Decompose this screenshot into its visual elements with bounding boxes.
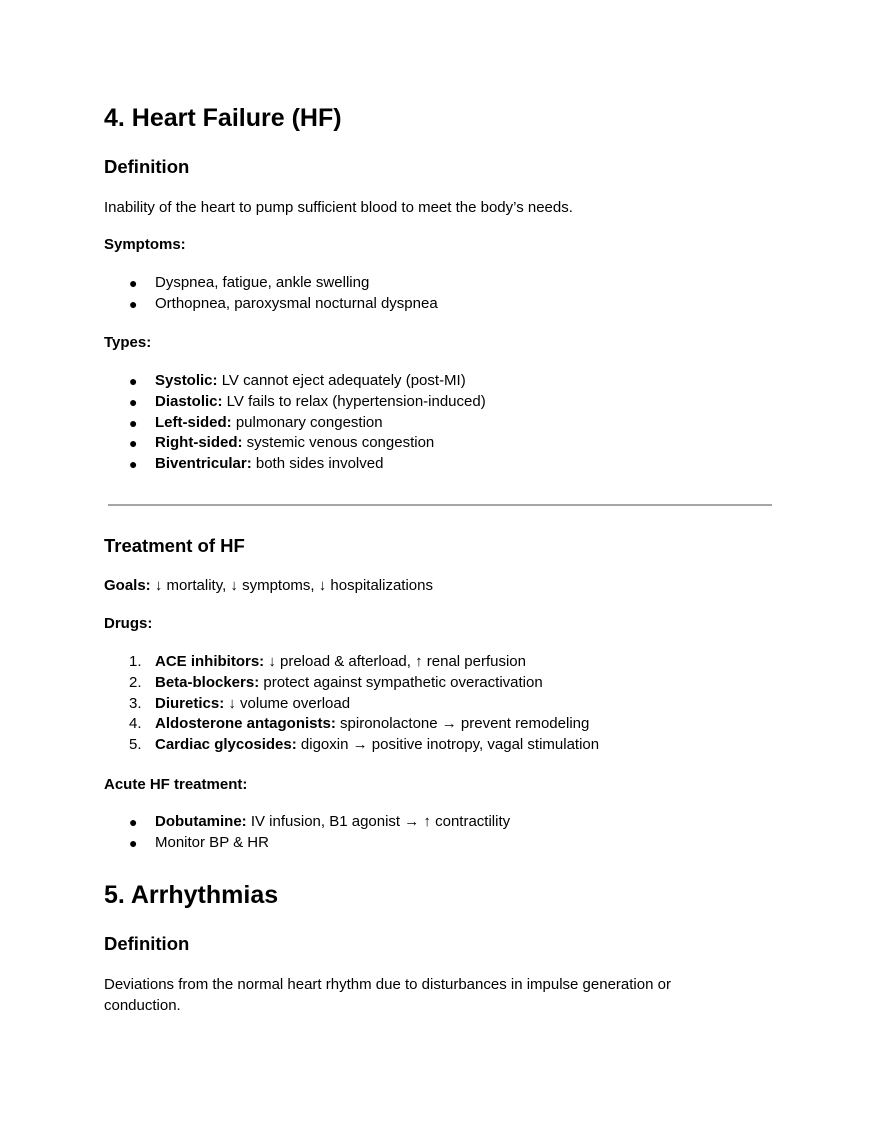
list-item: ● Dobutamine: IV infusion, B1 agonist → ↑ contractility xyxy=(104,812,510,833)
symptoms-label: Symptoms: xyxy=(104,236,186,253)
drugs-list xyxy=(104,652,599,756)
bullet-icon: ● xyxy=(129,834,138,851)
list-item: ● Orthopnea, paroxysmal nocturnal dyspnea xyxy=(104,294,438,315)
types-label: Types: xyxy=(104,334,152,351)
list-item: ● Diastolic: LV fails to relax (hypertension-induced) xyxy=(104,392,486,413)
list-item: 4. Aldosterone antagonists: spironolactone → prevent remodeling xyxy=(129,715,590,733)
horizontal-divider xyxy=(108,504,772,506)
types-list xyxy=(104,371,486,475)
list-item: ● Left-sided: pulmonary congestion xyxy=(104,413,486,434)
list-item: 5. Cardiac glycosides: digoxin → positive inotropy, vagal stimulation xyxy=(129,736,600,754)
bullet-icon: ● xyxy=(129,295,138,312)
goals-label: Goals: xyxy=(104,577,151,594)
acute-label: Acute HF treatment: xyxy=(104,776,248,793)
arrhythmia-definition-heading: Definition xyxy=(104,933,190,954)
bullet-icon: ● xyxy=(129,414,138,431)
list-item: ● Right-sided: systemic venous congestion xyxy=(104,433,486,454)
list-item: ● Systolic: LV cannot eject adequately (post-MI) xyxy=(104,371,486,392)
list-item: 2. Beta-blockers: protect against sympathetic overactivation xyxy=(129,673,543,691)
symptoms-list xyxy=(104,273,438,315)
list-item: 3. Diuretics: ↓ volume overload xyxy=(129,694,351,712)
bullet-icon: ● xyxy=(129,814,138,830)
bullet-icon: ● xyxy=(129,393,138,410)
bullet-icon: ● xyxy=(129,275,138,291)
goals-text: ↓ mortality, ↓ symptoms, ↓ hospitalizations xyxy=(150,577,433,594)
list-item: 1. ACE inhibitors: ↓ preload & afterload, ↑ renal perfusion xyxy=(129,653,526,670)
acute-list xyxy=(104,812,510,854)
bullet-icon: ● xyxy=(129,373,138,389)
list-item: ● Dyspnea, fatigue, ankle swelling xyxy=(104,273,438,294)
section-4-title: 4. Heart Failure (HF) xyxy=(104,104,342,132)
list-item: ● Monitor BP & HR xyxy=(104,833,510,854)
list-item: ● Biventricular: both sides involved xyxy=(104,454,486,475)
hf-definition-heading: Definition xyxy=(104,156,190,177)
hf-definition-text: Inability of the heart to pump sufficient blood to meet the body’s needs. xyxy=(104,199,573,216)
drugs-label: Drugs: xyxy=(104,615,153,632)
arrhythmia-definition-text: Deviations from the normal heart rhythm due to disturbances in impulse generation or conduction. xyxy=(104,976,671,1014)
treatment-heading: Treatment of HF xyxy=(104,535,245,556)
goals-line xyxy=(104,575,433,596)
section-5-title: 5. Arrhythmias xyxy=(104,881,279,909)
bullet-icon: ● xyxy=(129,435,138,452)
bullet-icon: ● xyxy=(129,456,138,473)
